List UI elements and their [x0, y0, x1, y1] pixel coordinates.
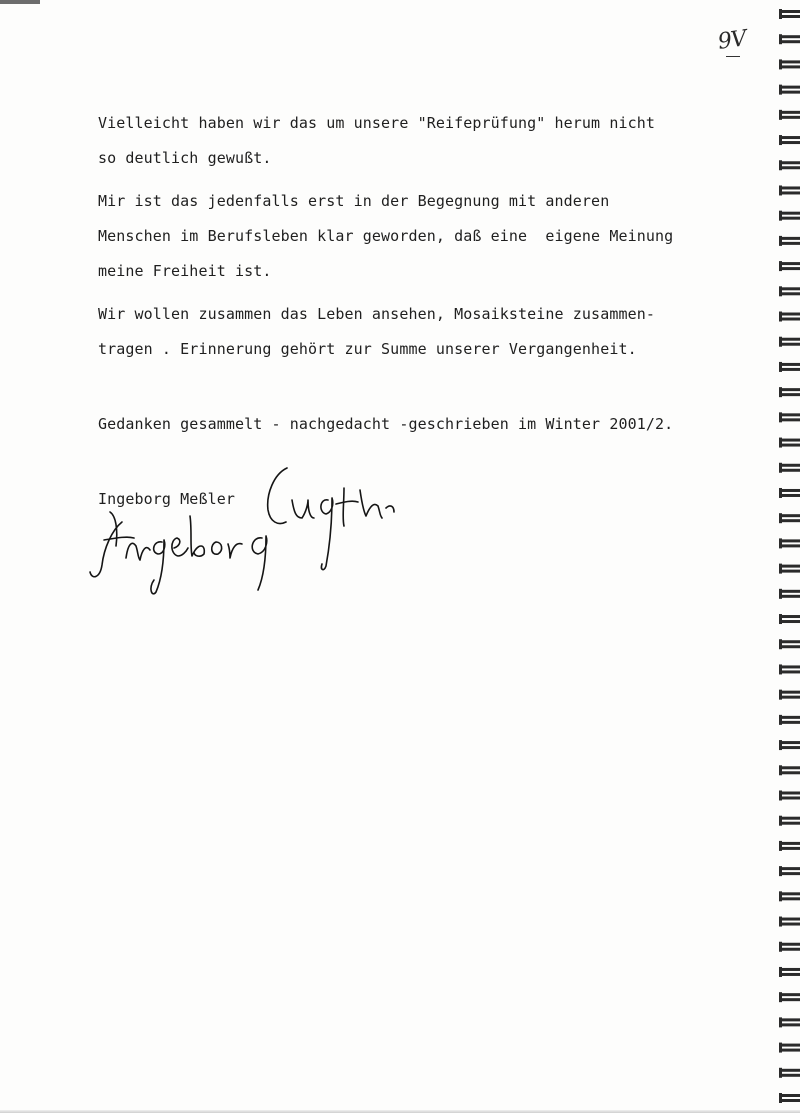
binding-ring [779, 387, 800, 397]
paragraph-2 [98, 184, 728, 289]
binding-ring [779, 211, 800, 221]
binding-ring [779, 1068, 800, 1078]
handwritten-signature [82, 460, 402, 610]
binding-ring [779, 992, 800, 1002]
binding-ring [779, 942, 800, 952]
binding-ring [779, 463, 800, 473]
binding-ring [779, 34, 800, 44]
binding-ring [779, 488, 800, 498]
binding-ring [779, 1093, 800, 1103]
text-line: Ingeborg Meßler [98, 490, 235, 508]
binding-ring [779, 891, 800, 901]
binding-ring [779, 261, 800, 271]
binding-ring [779, 160, 800, 170]
binding-ring [779, 866, 800, 876]
binding-ring [779, 564, 800, 574]
binding-ring [779, 110, 800, 120]
page-number-underline [726, 56, 740, 57]
binding-ring [779, 412, 800, 422]
binding-ring [779, 589, 800, 599]
text-line: so deutlich gewußt. [98, 149, 272, 167]
closing-note [98, 407, 728, 442]
binding-ring [779, 816, 800, 826]
paragraph-3 [98, 297, 728, 367]
binding-ring [779, 841, 800, 851]
paragraph-1 [98, 106, 728, 176]
binding-ring [779, 9, 800, 19]
binding-ring [779, 185, 800, 195]
page-number-mark: 9V [716, 26, 748, 55]
binding-ring [779, 765, 800, 775]
binding-ring [779, 664, 800, 674]
binding-ring [779, 690, 800, 700]
binding-ring [779, 513, 800, 523]
binding-ring [779, 438, 800, 448]
binding-ring [779, 790, 800, 800]
binding-ring [779, 538, 800, 548]
binding-ring [779, 362, 800, 372]
text-line: Vielleicht haben wir das um unsere "Reifeprüfung" herum nicht [98, 114, 655, 132]
binding-ring [779, 135, 800, 145]
binding-ring [779, 715, 800, 725]
binding-ring [779, 236, 800, 246]
binding-ring [779, 1017, 800, 1027]
text-line: tragen . Erinnerung gehört zur Summe unserer Vergangenheit. [98, 340, 637, 358]
text-line: Wir wollen zusammen das Leben ansehen, Mosaiksteine zusammen- [98, 305, 655, 323]
binding-ring [779, 312, 800, 322]
binding-ring [779, 85, 800, 95]
text-line: Mir ist das jedenfalls erst in der Begegnung mit anderen [98, 192, 610, 210]
binding-ring [779, 337, 800, 347]
binding-ring [779, 59, 800, 69]
binding-ring [779, 286, 800, 296]
binding-ring [779, 917, 800, 927]
binding-ring [779, 740, 800, 750]
text-line: Gedanken gesammelt - nachgedacht -geschrieben im Winter 2001/2. [98, 415, 674, 433]
binding-ring [779, 1043, 800, 1053]
binding-ring [779, 967, 800, 977]
text-line: meine Freiheit ist. [98, 262, 272, 280]
binding-ring [779, 614, 800, 624]
text-line: Menschen im Berufsleben klar geworden, daß eine eigene Meinung [98, 227, 674, 245]
spiral-binding [764, 0, 800, 1113]
binding-ring [779, 639, 800, 649]
scan-edge-top [0, 0, 40, 4]
